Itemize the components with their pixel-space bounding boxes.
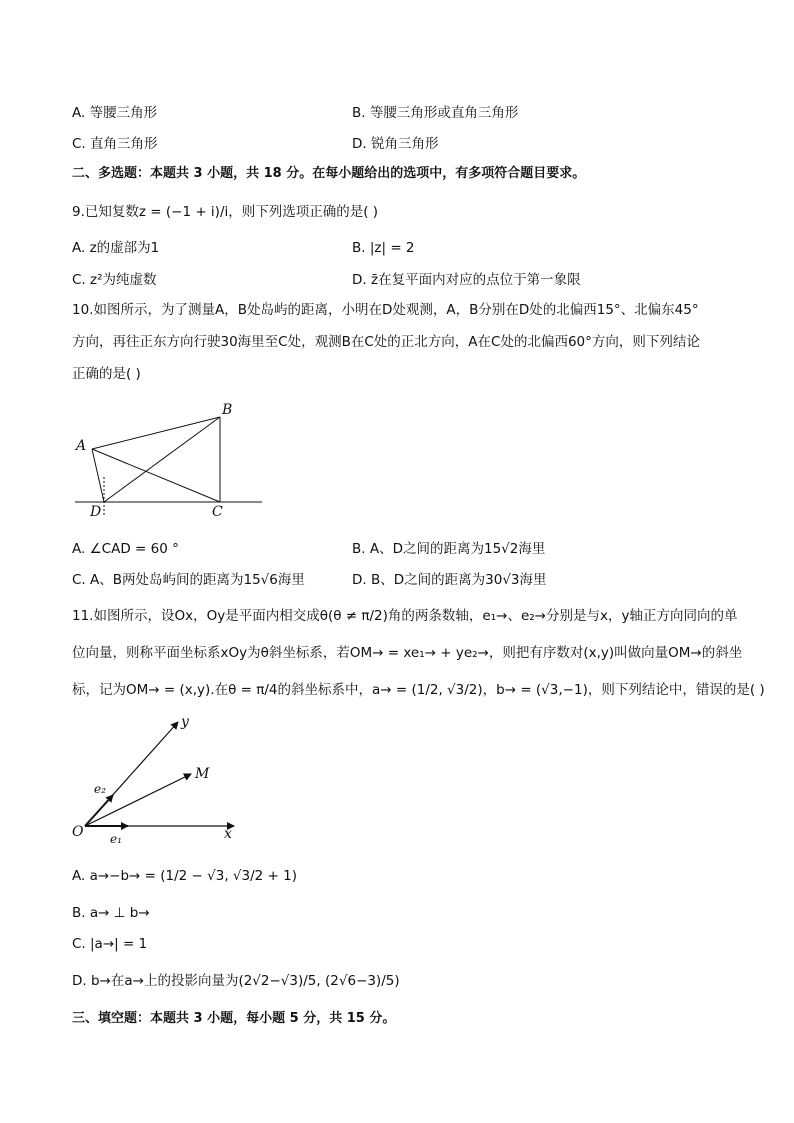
point-label-m: M [195,766,210,782]
q10-stem-line2: 方向，再往正东方向行驶30海里至C处，观测B在C处的正北方向，A在C处的北偏西60°方向，则下列结论 [72,334,700,350]
q11-option-c: C. |a→| = 1 [72,936,148,952]
q8-option-b: B. 等腰三角形或直角三角形 [352,105,519,121]
e2-label: e₂ [94,782,106,796]
q10-option-a: A. ∠CAD = 60 ° [72,541,179,557]
point-label-b: B [222,402,233,418]
q8-option-d: D. 锐角三角形 [352,136,439,152]
q8-option-c: C. 直角三角形 [72,136,158,152]
q9-option-a: A. z的虚部为1 [72,240,160,256]
origin-label: O [72,824,84,840]
y-axis-label: y [181,714,189,730]
q11-option-b: B. a→ ⊥ b→ [72,905,150,921]
q9-option-d: D. z̄在复平面内对应的点位于第一象限 [352,272,581,288]
q10-figure [70,398,270,522]
q11-stem-line1: 11.如图所示，设Ox，Oy是平面内相交成θ(θ ≠ π/2)角的两条数轴，e₁→、e₂→分别是与x，y轴正方向同向的单 [72,608,738,624]
q9-stem: 9.已知复数z = (−1 + i)/i，则下列选项正确的是( ) [72,204,379,220]
unit-vector-e2 [85,795,113,826]
segment-ab [92,417,220,449]
q10-option-d: D. B、D之间的距离为30√3海里 [352,572,547,588]
q11-stem-line3: 标，记为OM→ = (x,y).在θ = π/4的斜坐标系中，a→ = (1/2, √3/2)，b→ = (√3,−1)，则下列结论中，错误的是( ) [72,682,765,698]
section2-heading: 二、多选题：本题共 3 小题，共 18 分。在每小题给出的选项中，有多项符合题目要求。 [72,166,586,181]
section3-heading: 三、填空题：本题共 3 小题，每小题 5 分，共 15 分。 [72,1011,396,1026]
x-axis-label: x [224,826,232,842]
q11-stem-line2: 位向量，则称平面坐标系xOy为θ斜坐标系，若OM→ = xe₁→ + ye₂→，则把有序数对(x,y)叫做向量OM→的斜坐 [72,645,743,661]
segment-db [104,417,220,502]
q10-option-c: C. A、B两处岛屿间的距离为15√6海里 [72,572,305,588]
q10-option-b: B. A、D之间的距离为15√2海里 [352,541,546,557]
q9-option-b: B. |z| = 2 [352,240,415,256]
point-label-a: A [76,438,87,454]
segment-ac [92,449,220,502]
point-label-c: C [212,504,223,520]
q10-stem-line1: 10.如图所示，为了测量A，B处岛屿的距离，小明在D处观测，A，B分别在D处的北偏西15°、北偏东45° [72,302,699,318]
q9-option-c: C. z²为纯虚数 [72,272,157,288]
e1-label: e₁ [110,832,122,846]
segment-ad [92,449,104,502]
q10-stem-line3: 正确的是( ) [72,366,141,382]
point-label-d: D [90,504,102,520]
q8-option-a: A. 等腰三角形 [72,105,158,121]
q11-figure [68,712,248,848]
q11-option-d: D. b→在a→上的投影向量为(2√2−√3)/5, (2√6−3)/5) [72,973,400,989]
q11-option-a: A. a→−b→ = (1/2 − √3, √3/2 + 1) [72,868,297,884]
